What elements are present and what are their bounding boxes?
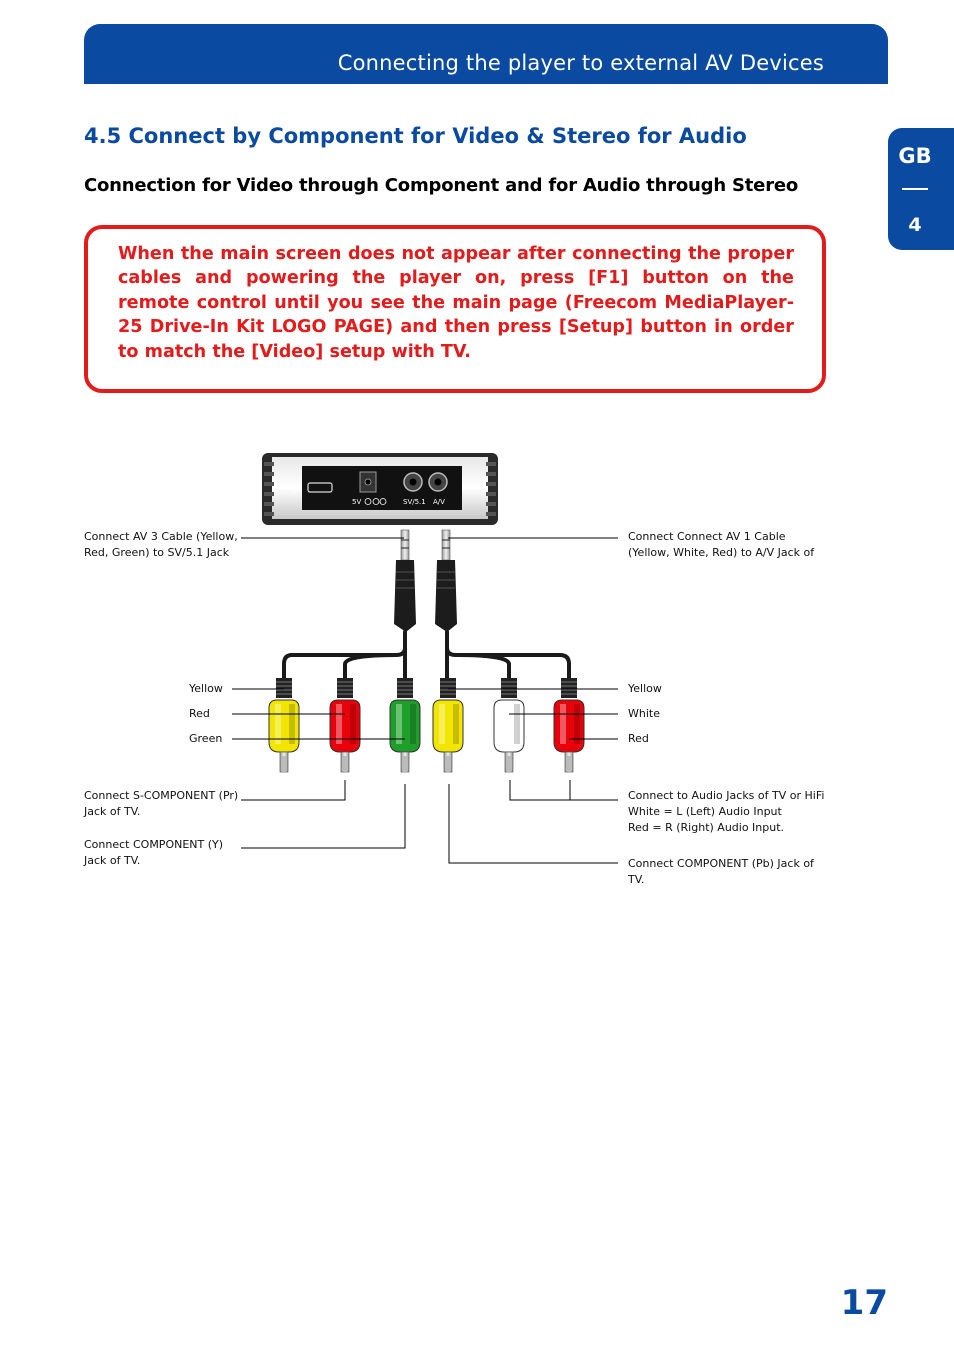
- av3-cable-line1: Connect AV 3 Cable (Yellow,: [84, 530, 238, 543]
- rca-plug-red-left: [330, 678, 360, 772]
- section-subtitle: Connection for Video through Component and for Audio through Stereo: [84, 175, 799, 196]
- right-red-label: Red: [628, 732, 649, 745]
- audio-label-line3: Red = R (Right) Audio Input.: [628, 821, 785, 834]
- av1-cable-line2: (Yellow, White, Red) to A/V Jack of: [628, 546, 815, 559]
- pb-label-line1: Connect COMPONENT (Pb) Jack of: [628, 857, 814, 870]
- language-label: GB: [898, 144, 932, 168]
- media-player-device: [262, 453, 498, 525]
- rca-plug-yellow-right: [433, 678, 463, 772]
- dc-port-label: 5V: [352, 498, 362, 506]
- pr-label: [84, 788, 238, 820]
- left-green-label: Green: [189, 732, 223, 745]
- section-title: 4.5 Connect by Component for Video & Stereo for Audio: [84, 124, 747, 148]
- rca-plug-green: [390, 678, 420, 772]
- pr-label-line1: Connect S-COMPONENT (Pr): [84, 789, 239, 802]
- left-red-label: Red: [189, 707, 210, 720]
- rca-plug-yellow-left: [269, 678, 299, 772]
- chapter-number: 4: [908, 214, 922, 236]
- av1-cable-label: [628, 529, 814, 561]
- warning-text: When the main screen does not appear after connecting the proper cables and powering the player on, press [F1] button on the remote control until you see the main page (Freecom MediaPlayer-25 Drive-In Kit LOGO PAGE) and then press [Setup] button in order to match the [Video] setup with TV.: [118, 244, 794, 362]
- cables: [284, 632, 569, 680]
- av3-cable-line2: Red, Green) to SV/5.1 Jack: [84, 546, 230, 559]
- pb-label: [628, 856, 814, 888]
- rca-plug-red-right: [554, 678, 584, 772]
- audio-label-line1: Connect to Audio Jacks of TV or HiFi: [628, 789, 825, 802]
- audio-label: [628, 788, 824, 836]
- av-port-label: A/V: [433, 498, 445, 506]
- av1-jack-plug: [435, 530, 457, 632]
- audio-label-line2: White = L (Left) Audio Input: [628, 805, 782, 818]
- right-white-label: White: [628, 707, 660, 720]
- av3-cable-label: [84, 529, 238, 561]
- sv-port-label: SV/5.1: [403, 498, 426, 506]
- av1-cable-line1: Connect Connect AV 1 Cable: [628, 530, 786, 543]
- y-label-line1: Connect COMPONENT (Y): [84, 838, 224, 851]
- header-title: Connecting the player to external AV Devices: [337, 51, 824, 75]
- right-yellow-label: Yellow: [628, 682, 662, 695]
- pr-label-line2: Jack of TV.: [84, 805, 141, 818]
- pb-label-line2: TV.: [628, 873, 645, 886]
- y-label: [84, 837, 223, 869]
- y-label-line2: Jack of TV.: [84, 854, 141, 867]
- rca-plug-white: [494, 678, 524, 772]
- page-number: 17: [840, 1283, 888, 1323]
- av3-jack-plug: [394, 530, 416, 632]
- left-yellow-label: Yellow: [189, 682, 223, 695]
